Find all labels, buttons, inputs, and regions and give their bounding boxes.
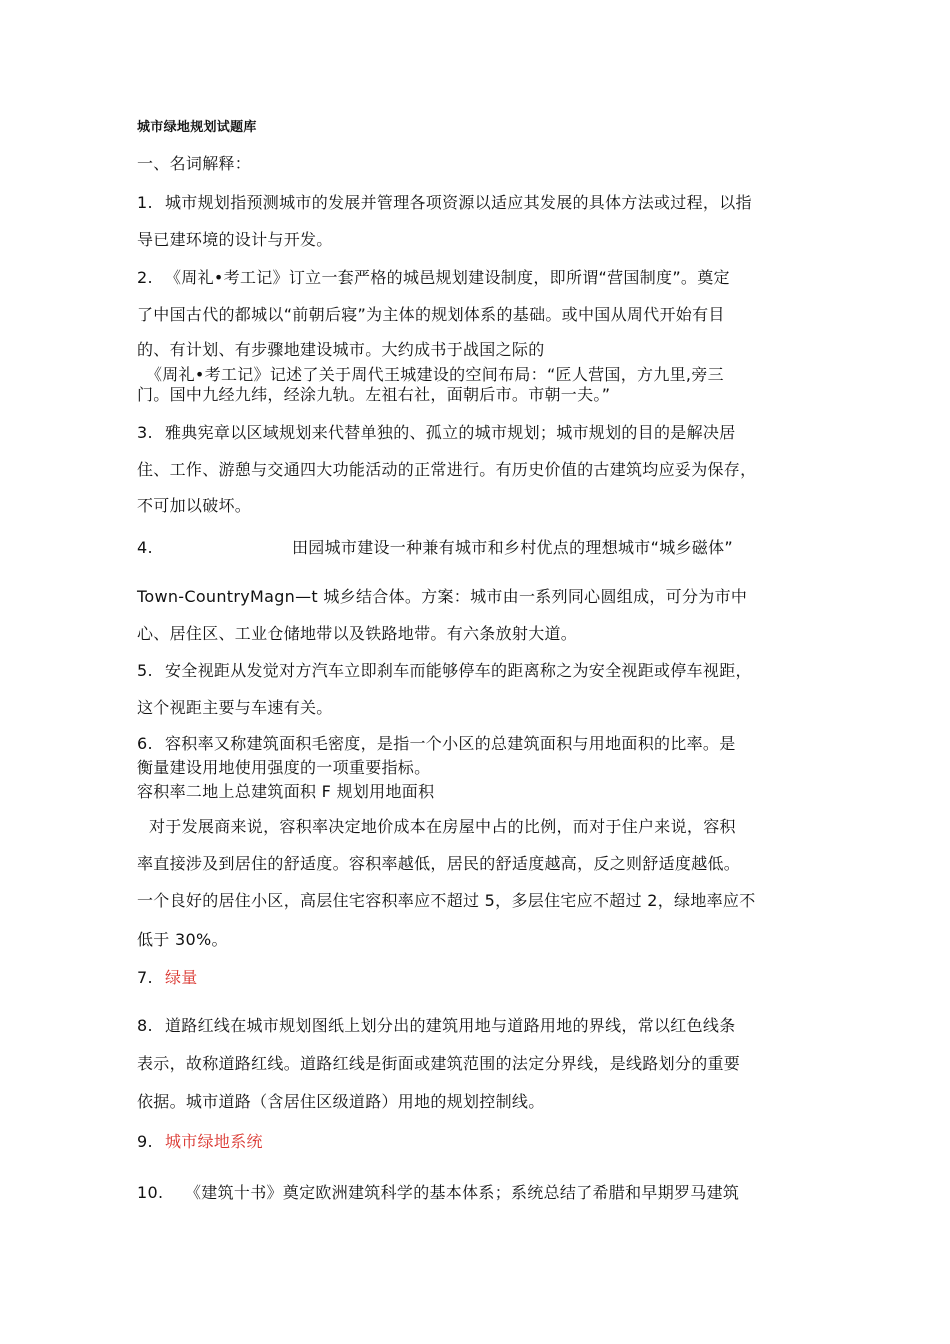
item-number: 5. [137, 661, 153, 680]
item-text: 雅典宪章以区域规划来代替单独的、孤立的城市规划；城市规划的目的是解决居 [165, 423, 736, 442]
item-number: 7. [137, 968, 153, 987]
item-2-line-1 [137, 268, 730, 288]
item-8-line-1 [137, 1016, 736, 1036]
item-number: 3. [137, 423, 153, 442]
item-text-highlight: 绿量 [165, 968, 198, 987]
item-8-line-3: 依据。城市道路（含居住区级道路）用地的规划控制线。 [137, 1092, 545, 1111]
item-text: 城市规划指预测城市的发展并管理各项资源以适应其发展的具体方法或过程，以指 [165, 193, 752, 212]
item-text: 道路红线在城市规划图纸上划分出的建筑用地与道路用地的界线，常以红色线条 [165, 1016, 736, 1035]
item-2-line-4: 《周礼•考工记》记述了关于周代王城建设的空间布局：“匠人营国，方九里,旁三 [146, 365, 724, 384]
item-3-line-1 [137, 423, 736, 443]
item-8-line-2: 表示，故称道路红线。道路红线是街面或建筑范围的法定分界线，是线路划分的重要 [137, 1054, 741, 1073]
item-number: 9. [137, 1132, 153, 1151]
item-number: 4. [137, 538, 153, 557]
item-6-line-6: 一个良好的居住小区，高层住宅容积率应不超过 5，多层住宅应不超过 2，绿地率应不 [137, 891, 756, 910]
item-text: 田园城市建设一种兼有城市和乡村优点的理想城市“城乡磁体” [292, 538, 733, 557]
item-6-line-5: 率直接涉及到居住的舒适度。容积率越低，居民的舒适度越高，反之则舒适度越低。 [137, 854, 741, 873]
item-5-line-1 [137, 661, 752, 681]
item-2-line-5: 门。国中九经九纬，经涂九轨。左祖右社，面朝后市。市朝一夫。” [137, 385, 611, 404]
item-number: 10. [137, 1183, 164, 1202]
item-10-line-1 [137, 1183, 739, 1203]
item-6-line-2: 衡量建设用地使用强度的一项重要指标。 [137, 758, 431, 777]
item-7-line-1 [137, 968, 198, 988]
item-6-line-4: 对于发展商来说，容积率决定地价成本在房屋中占的比例，而对于住户来说，容积 [149, 817, 736, 836]
item-1-line-2: 导已建环境的设计与开发。 [137, 230, 333, 249]
item-2-line-2: 了中国古代的都城以“前朝后寝”为主体的规划体系的基础。或中国从周代开始有目 [137, 305, 725, 324]
item-6-formula: 容积率二地上总建筑面积 F 规划用地面积 [137, 782, 435, 801]
item-number: 6. [137, 734, 153, 753]
item-4-line-2: Town-CountryMagn—t 城乡结合体。方案：城市由一系列同心圆组成，可分为市中 [137, 587, 748, 606]
item-6-line-1 [137, 734, 736, 754]
item-9-line-1 [137, 1132, 263, 1152]
item-6-line-7: 低于 30%。 [137, 930, 228, 949]
item-2-line-3: 的、有计划、有步骤地建设城市。大约成书于战国之际的 [137, 340, 545, 359]
item-text: 安全视距从发觉对方汽车立即刹车而能够停车的距离称之为安全视距或停车视距， [165, 661, 752, 680]
item-text: 容积率又称建筑面积毛密度，是指一个小区的总建筑面积与用地面积的比率。是 [165, 734, 736, 753]
document-title: 城市绿地规划试题库 [137, 120, 257, 135]
item-3-line-3: 不可加以破坏。 [137, 496, 252, 515]
item-5-line-2: 这个视距主要与车速有关。 [137, 698, 333, 717]
item-text: 《建筑十书》奠定欧洲建筑科学的基本体系；系统总结了希腊和早期罗马建筑 [185, 1183, 740, 1202]
item-4-line-1 [137, 538, 733, 558]
item-text: 《周礼•考工记》订立一套严格的城邑规划建设制度，即所谓“营国制度”。奠定 [165, 268, 730, 287]
item-text-highlight: 城市绿地系统 [165, 1132, 263, 1151]
item-number: 2. [137, 268, 153, 287]
section-heading: 一、名词解释： [137, 154, 252, 173]
item-3-line-2: 住、工作、游憩与交通四大功能活动的正常进行。有历史价值的古建筑均应妥为保存， [137, 460, 757, 479]
item-number: 8. [137, 1016, 153, 1035]
item-number: 1. [137, 193, 153, 212]
item-1-line-1 [137, 193, 752, 213]
item-4-line-3: 心、居住区、工业仓储地带以及铁路地带。有六条放射大道。 [137, 624, 578, 643]
